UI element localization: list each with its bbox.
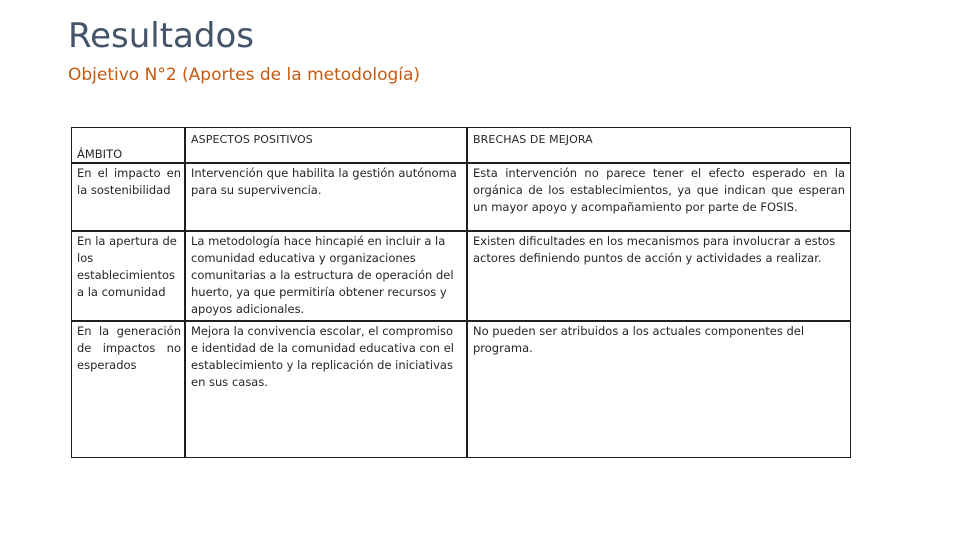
header-brechas-de-mejora: BRECHAS DE MEJORA	[473, 133, 593, 146]
table-row-2-positivos: La metodología hace hincapié en incluir a la comunidad educativa y organizaciones comunitarias a la estructura de operación del huerto, ya que permitiría obtener recursos y apoyos adicionales.	[191, 234, 454, 316]
header-ambito: ÁMBITO	[77, 147, 123, 161]
table-row-1-ambito: En el impacto en la sostenibilidad	[77, 166, 181, 197]
header-aspectos-positivos: ASPECTOS POSITIVOS	[191, 133, 313, 146]
slide-title: Resultados	[68, 16, 254, 56]
table-row-3-ambito: En la generación de impactos no esperados	[77, 324, 181, 372]
table-row-3-positivos: Mejora la convivencia escolar, el compromiso e identidad de la comunidad educativa con el establecimiento y la replicación de iniciativas en sus casas.	[191, 324, 454, 389]
table-row-3-brechas: No pueden ser atribuidos a los actuales componentes del programa.	[473, 324, 805, 355]
slide-subtitle: Objetivo N°2 (Aportes de la metodología)	[68, 65, 421, 85]
table-row-1-brechas: Esta intervención no parece tener el efecto esperado en la orgánica de los establecimientos, ya que indican que esperan un mayor apoyo y acompañamiento por parte de FOSIS.	[473, 166, 845, 214]
results-table	[71, 127, 851, 458]
table-row-2-ambito: En la apertura de los establecimientos a la comunidad	[77, 234, 177, 299]
table-row-1-positivos: Intervención que habilita la gestión autónoma para su supervivencia.	[191, 166, 457, 197]
table-row-2-brechas: Existen dificultades en los mecanismos para involucrar a estos actores definiendo puntos de acción y actividades a realizar.	[473, 234, 836, 265]
